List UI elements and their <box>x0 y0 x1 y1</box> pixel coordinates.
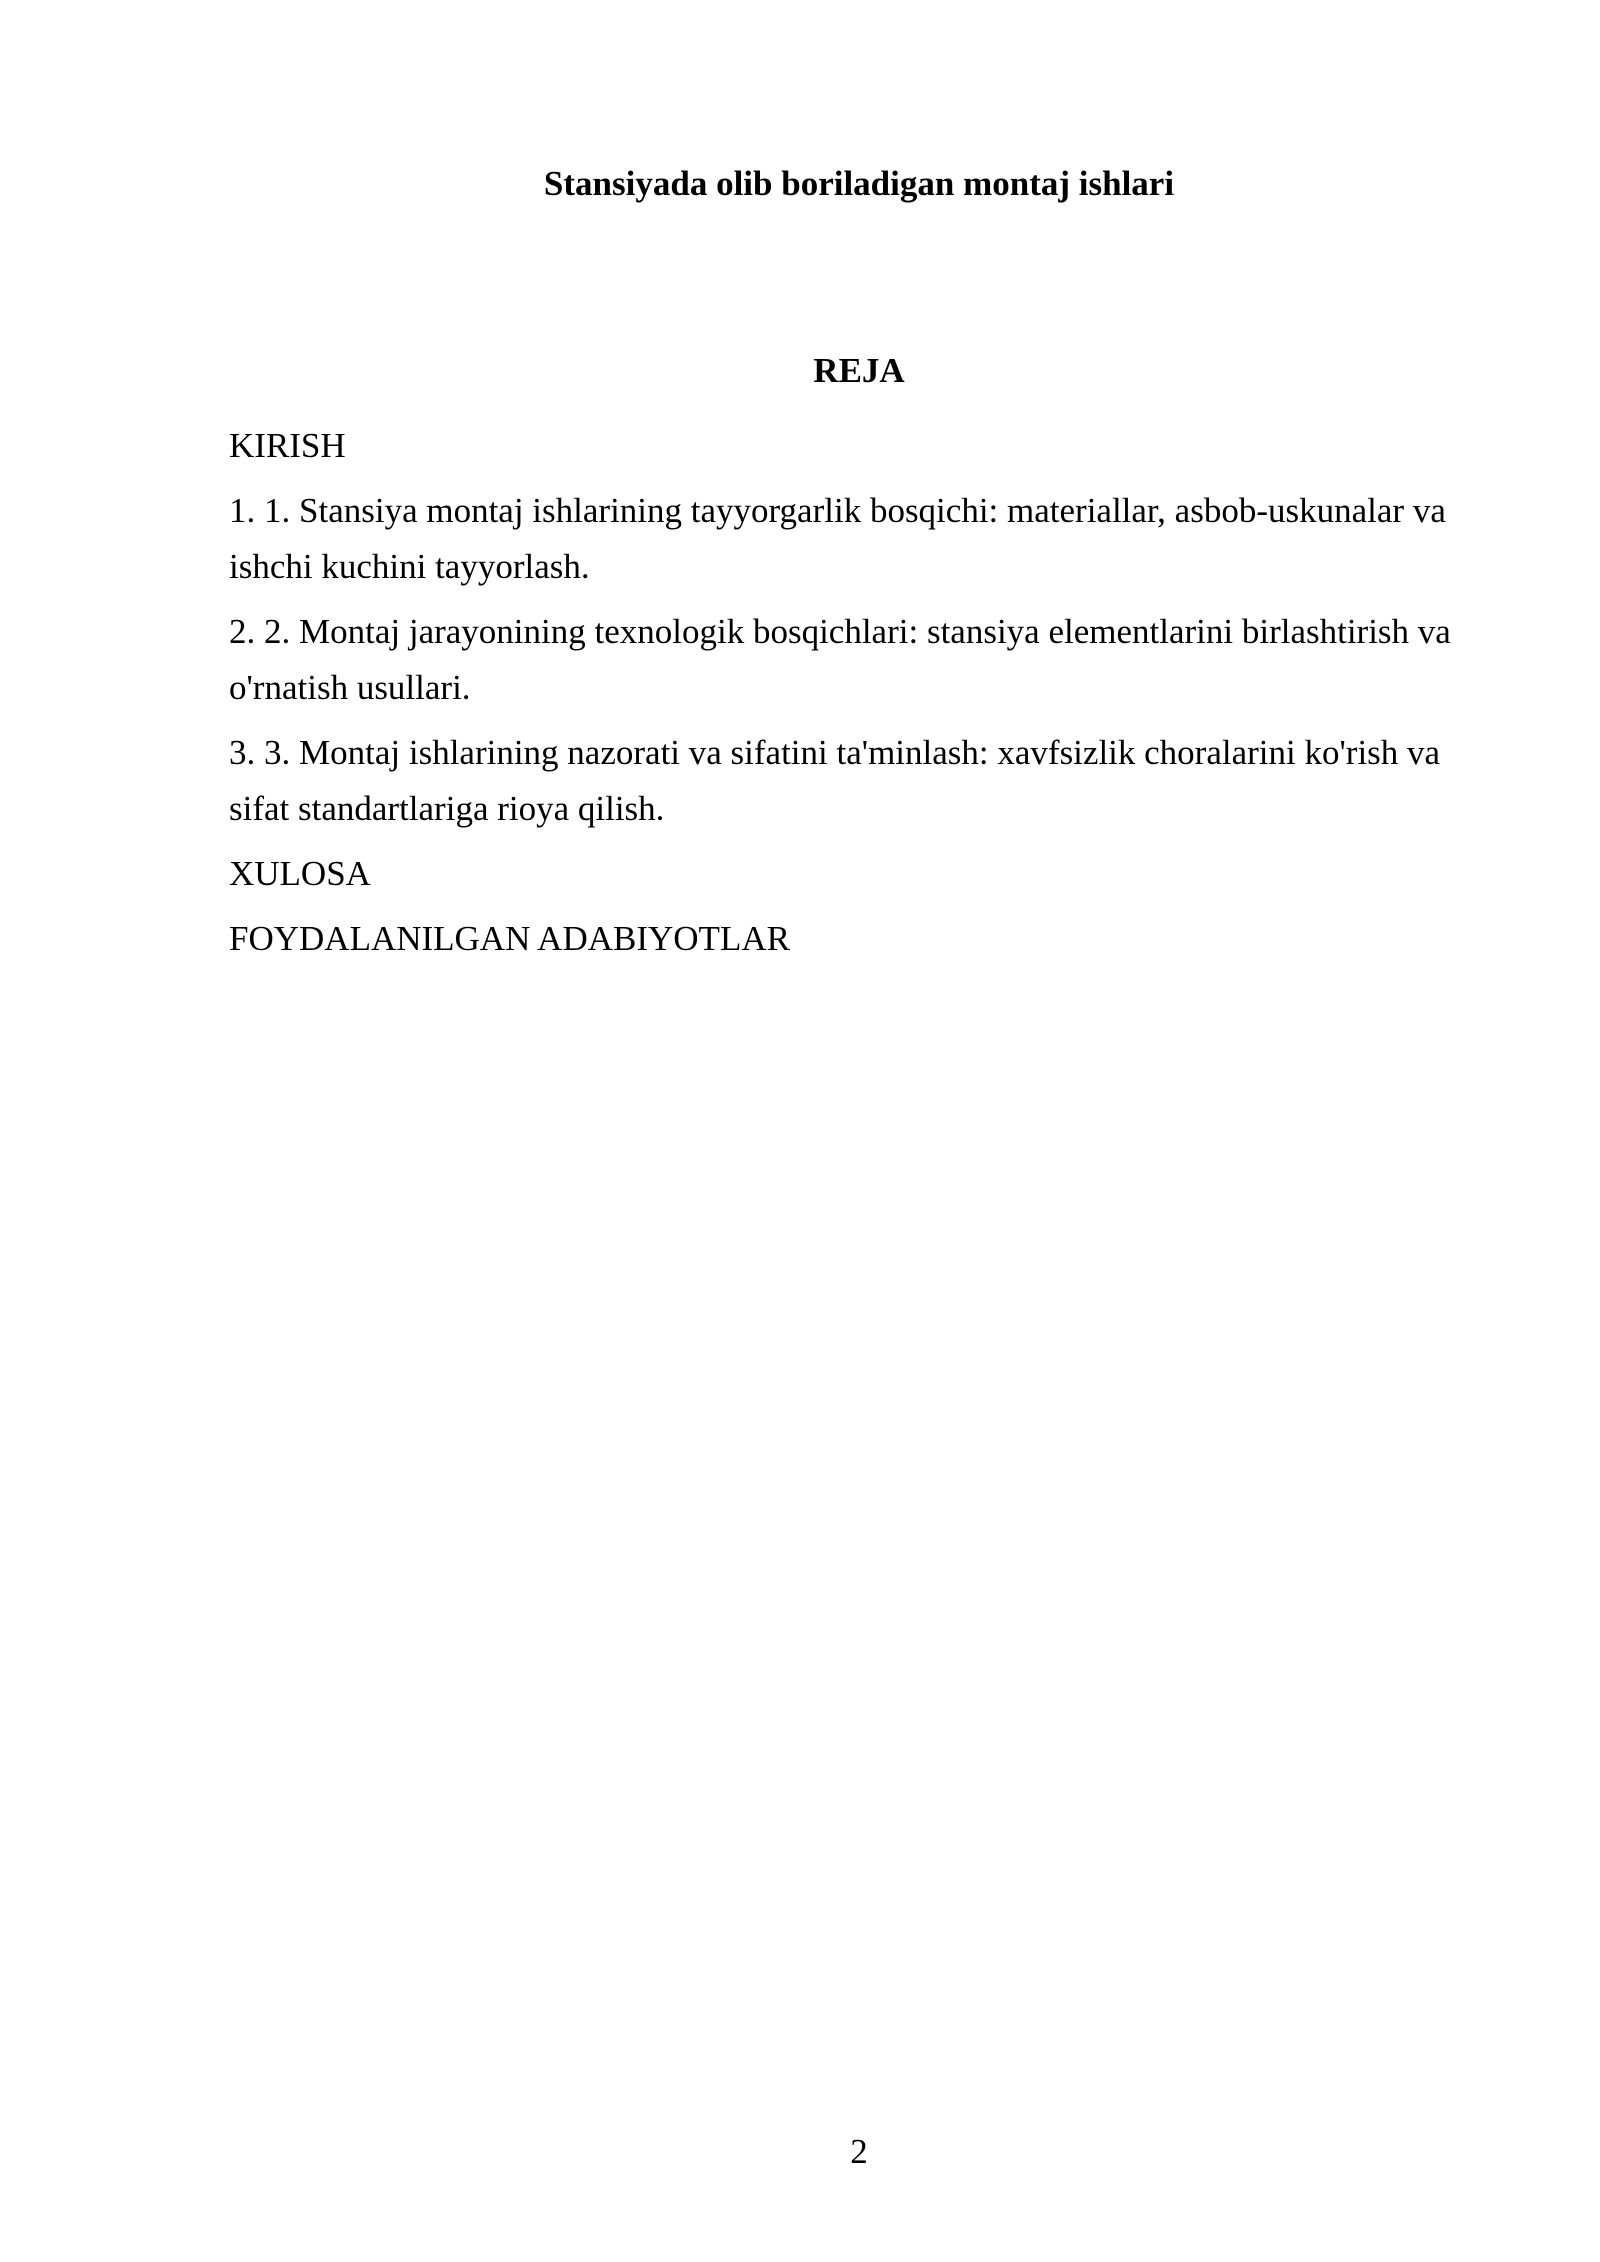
plan-list <box>229 418 1499 976</box>
page-number: 2 <box>850 2132 868 2171</box>
plan-item-1: 1. 1. Stansiya montaj ishlarining tayyorgarlik bosqichi: materiallar, asbob-uskunalar va ishchi kuchini tayyorlash. <box>229 491 1446 586</box>
plan-item-introduction: KIRISH <box>229 426 346 465</box>
plan-item-references: FOYDALANILGAN ADABIYOTLAR <box>229 919 790 958</box>
plan-item-3: 3. 3. Montaj ishlarining nazorati va sifatini ta'minlash: xavfsizlik choralarini ko'rish va sifat standartlariga rioya qilish. <box>229 733 1441 828</box>
document-title: Stansiyada olib boriladigan montaj ishlari <box>543 164 1175 203</box>
plan-item-2: 2. 2. Montaj jarayonining texnologik bosqichlari: stansiya elementlarini birlashtirish va o'rnatish usullari. <box>229 612 1451 707</box>
plan-item-conclusion: XULOSA <box>229 854 371 893</box>
plan-heading: REJA <box>813 351 905 390</box>
